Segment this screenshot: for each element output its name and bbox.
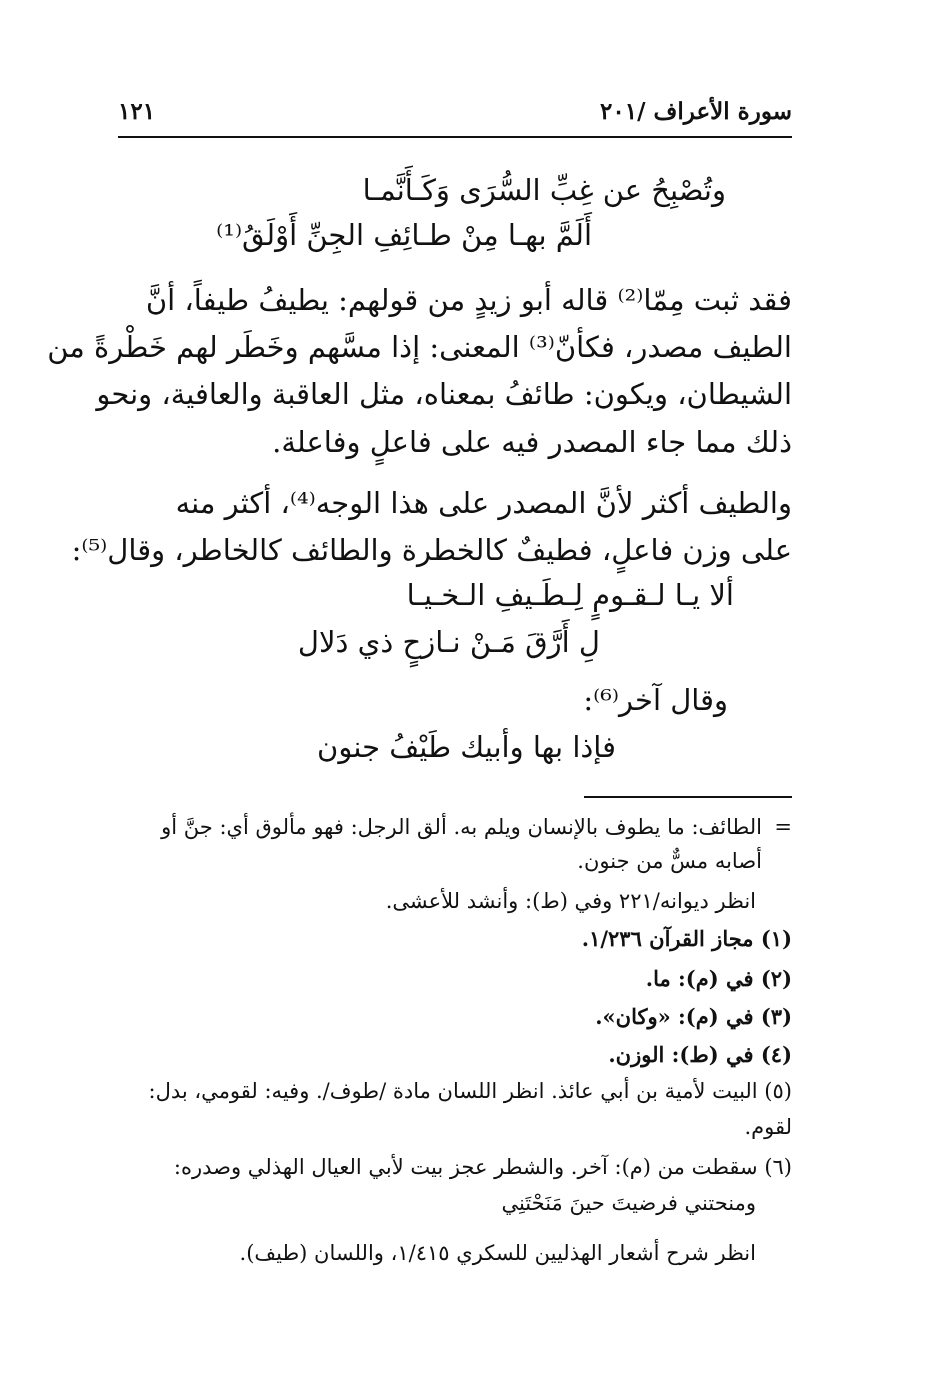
verse2-line1: ألا يـا لـقـومٍ لِـطَـيفِ الـخـيـا <box>406 578 734 612</box>
footnote-3: (٣) في (م): «وكان». <box>595 1004 792 1029</box>
footnote-1: (١) مجاز القرآن ١/٢٣٦. <box>581 926 792 951</box>
footnote-5-line2: لقوم. <box>744 1115 792 1139</box>
footnote-6-verse: ومنحتني فرضيتَ حينَ مَنَحْتَنِي <box>501 1191 756 1215</box>
verse3-line1: فإذا بها وأبيك طَيْفُ جنون <box>317 730 616 764</box>
intro3: وقال آخر⁽⁶⁾: <box>583 683 728 717</box>
footnote-continuation-line1: الطائف: ما يطوف بالإنسان ويلم به. ألق الرجل: فهو مألوق أي: جنَّ أو <box>161 815 762 839</box>
footnote-4: (٤) في (ط): الوزن. <box>608 1042 792 1067</box>
footnote-continuation-line2: أصابه مسٌّ من جنون. <box>577 849 762 873</box>
para2-line1: والطيف أكثر لأنَّ المصدر على هذا الوجه⁽⁴⁾، أكثر منه <box>175 486 792 520</box>
verse1-line1: وتُصْبِحُ عن غِبِّ السُّرَى وَكَـأَنَّمـا <box>362 173 726 207</box>
verse1-line2: أَلَمَّ بهـا مِنْ طـائِفِ الجِنِّ أَوْلَقُ⁽¹⁾ <box>216 218 592 252</box>
para1-line1: فقد ثبت مِمّا⁽²⁾ قاله أبو زيدٍ من قولهم: يطيفُ طيفاً، أنَّ <box>145 283 792 317</box>
para2-line2: على وزن فاعلٍ، فطيفٌ كالخطرة والطائف كالخاطر، وقال⁽⁵⁾: <box>71 533 792 567</box>
footnote-continuation-line3: انظر ديوانه/٢٢١ وفي (ط): وأنشد للأعشى. <box>385 889 756 913</box>
footnote-6-line3: انظر شرح أشعار الهذليين للسكري ١/٤١٥، واللسان (طيف). <box>239 1241 756 1265</box>
footnote-6-line1: (٦) سقطت من (م): آخر. والشطر عجز بيت لأبي العيال الهذلي وصدره: <box>173 1155 792 1179</box>
footnote-2: (٢) في (م): ما. <box>645 966 792 991</box>
footnote-separator <box>584 796 792 798</box>
para1-line2: الطيف مصدر، فكأنّ⁽³⁾ المعنى: إذا مسَّهم وخَطَر لهم خَطْرةً من <box>47 330 792 364</box>
page-header <box>118 96 792 138</box>
verse2-line2: لِ أَرَّقَ مَـنْ نـازحٍ ذي دَلال <box>297 625 600 659</box>
page-number: ١٢١ <box>118 98 156 125</box>
footnote-continuation-marker: = <box>774 815 792 839</box>
surah-title: سورة الأعراف /٢٠١ <box>600 98 792 125</box>
footnote-5-line1: (٥) البيت لأمية بن أبي عائذ. انظر اللسان مادة /طوف/. وفيه: لقومي، بدل: <box>148 1079 792 1103</box>
para1-line3: الشيطان، ويكون: طائفُ بمعناه، مثل العاقبة والعافية، ونحو <box>96 377 792 411</box>
para1-line4: ذلك مما جاء المصدر فيه على فاعلٍ وفاعلة. <box>272 425 792 459</box>
